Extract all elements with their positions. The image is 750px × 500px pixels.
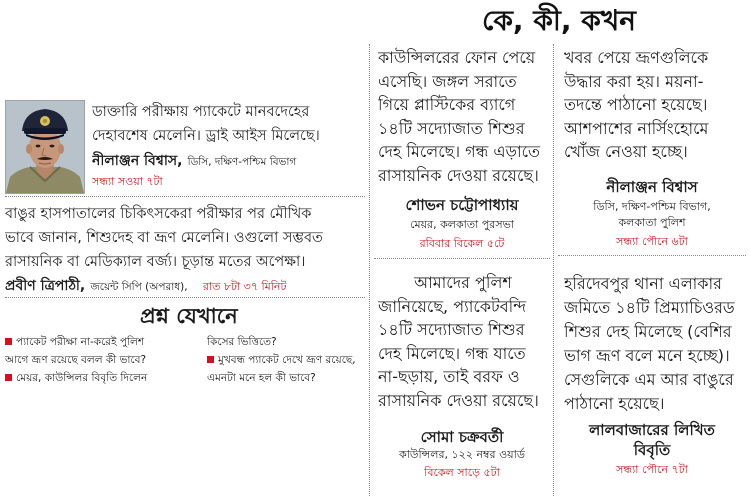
- speaker-designation: ডিসি, দক্ষিণ-পশ্চিম বিভাগ,: [593, 200, 711, 213]
- statement-line: ভাবে জানান, শিশুদেহ বা ভ্রূণ মেলেনি। ওগুলো সম্ভবত: [5, 230, 323, 246]
- statement-2-attribution: [5, 274, 367, 298]
- quote-line: রাসায়নিক দেওয়া রয়েছে।: [378, 390, 539, 410]
- statement-2-text: [5, 202, 367, 274]
- speaker-name: নীলাঞ্জন বিশ্বাস: [606, 178, 698, 196]
- bullet-icon: [5, 374, 12, 381]
- quote-line: জমিতে ১৪টি প্রিম্যাচিওরড: [564, 298, 735, 317]
- quote-line: আশপাশের নার্সিংহোমে: [564, 118, 709, 138]
- quote-line: ১৪টি সদ্যোজাত শিশুর: [378, 118, 525, 138]
- mayor-quote: [378, 46, 548, 187]
- question-text-continued: কিসের ভিত্তিতে?: [207, 336, 277, 348]
- quote-line: সেগুলিকে এম আর বাঙুরে: [564, 370, 734, 389]
- speaker-designation: মেয়র, কলকাতা পুরসভা: [410, 218, 514, 231]
- speaker-designation: কলকাতা পুলিশ: [618, 216, 686, 229]
- quote-line: দেহ মিলেছে। গন্ধ যাতে: [378, 343, 526, 363]
- quote-line: হরিদেবপুর থানা এলাকার: [564, 274, 722, 293]
- statement-line: ডাক্তারি পরীক্ষায় প্যাকেটে মানবদেহের: [92, 104, 310, 120]
- statement-1-attribution: [92, 149, 365, 173]
- quote-line: ভাগ ভ্রূণ বলে মনে হচ্ছে)।: [564, 346, 730, 365]
- question-text-continued: এমনটা মনে হল কী ভাবে?: [207, 372, 316, 384]
- question-item: [207, 351, 367, 369]
- quote-line: তদন্তে পাঠানো হয়েছে।: [564, 95, 708, 114]
- questions-list-right: [207, 333, 367, 387]
- speaker-name: নীলাঞ্জন বিশ্বাস,: [92, 153, 183, 169]
- bullet-icon: [5, 338, 12, 345]
- police-officer-icon: [6, 101, 84, 193]
- speaker-designation: ডিসি, দক্ষিণ-পশ্চিম বিভাগ: [187, 156, 297, 168]
- column-divider-left: [369, 44, 370, 496]
- statement-time: রবিবার বিকেল ৫টে: [419, 237, 505, 250]
- officer-photo: [5, 100, 85, 194]
- quote-line: এসেছি। জঙ্গল সরাতে: [378, 71, 517, 91]
- speaker-designation: জয়েন্ট সিপি (অপরাধ),: [90, 281, 188, 293]
- quote-line: জানিয়েছে, প্যাকেটবন্দি: [378, 296, 527, 316]
- question-text: মেয়র, কাউন্সিলর বিবৃতি দিলেন: [16, 372, 148, 384]
- quote-line: না-ছড়ায়, তাই বরফ ও: [378, 367, 520, 386]
- statement-time: সন্ধ্যা পৌনে ৬টা: [616, 235, 688, 248]
- question-item: [5, 333, 205, 351]
- question-text: প্যাকেট পরীক্ষা না-করেই পুলিশ: [16, 336, 145, 348]
- statement-time: সন্ধ্যা পৌনে ৭টা: [616, 463, 688, 476]
- statement-line: বাঙুর হাসপাতালের চিকিৎসকেরা পরীক্ষার পর মৌখিক: [5, 206, 312, 222]
- quote-line: কাউন্সিলরের ফোন পেয়ে: [378, 48, 536, 67]
- statement-1-text: [92, 100, 365, 148]
- police-dc-quote: [564, 46, 744, 164]
- speaker-name: সোমা চক্রবর্তী: [420, 428, 504, 446]
- quote-line: উদ্ধার করা হয়। ময়না-: [564, 71, 704, 91]
- quote-line: ১৪টি সদ্যোজাত শিশুর: [378, 320, 525, 339]
- lalbazar-statement: [564, 272, 744, 416]
- column-divider-right: [553, 44, 554, 496]
- quote-line: খোঁজ নেওয়া হচ্ছে।: [564, 142, 688, 161]
- question-text-continued: আগে ভ্রূণ রয়েছে বলল কী ভাবে?: [5, 354, 147, 366]
- statement-line: রাসায়নিক বা মেডিক্যাল বর্জ্য। চূড়ান্ত মতের অপেক্ষা।: [5, 254, 306, 270]
- councillor-quote: [378, 271, 548, 412]
- statement-time: বিকেল সাড়ে ৫টা: [424, 466, 500, 479]
- source-name: বিবৃতি: [633, 441, 671, 459]
- speaker-name: প্রবীণ ত্রিপাঠী,: [5, 278, 86, 294]
- statement-time: রাত ৮টা ৩৭ মিনিট: [202, 280, 287, 293]
- questions-list-left: [5, 333, 205, 387]
- questions-heading: প্রশ্ন যেখানে: [140, 304, 238, 328]
- section-divider: [374, 258, 550, 259]
- statement-time: সন্ধ্যা সওয়া ৭টা: [92, 175, 163, 188]
- statement-line: দেহাবশেষ মেলেনি। ড্রাই আইস মিলেছে।: [92, 128, 320, 144]
- section-divider: [5, 196, 365, 197]
- quote-line: দেহ মিলেছে। গন্ধ এড়াতে: [378, 142, 541, 161]
- quote-line: খবর পেয়ে ভ্রূণগুলিকে: [564, 48, 709, 67]
- quote-line: রাসায়নিক দেওয়া রয়েছে।: [378, 165, 539, 185]
- source-name: লালবাজারের লিখিত: [589, 421, 715, 439]
- speaker-name: শোভন চট্টোপাধ্যায়: [405, 196, 519, 214]
- page-title: কে, কী, কখন: [481, 4, 636, 37]
- quote-line: পাঠানো হয়েছে।: [564, 394, 665, 413]
- quote-line: গিয়ে প্লাস্টিকের ব্যাগে: [378, 95, 516, 114]
- section-divider: [558, 255, 746, 256]
- question-item: [5, 369, 205, 387]
- section-divider: [5, 297, 365, 298]
- quote-line: আমাদের পুলিশ: [414, 273, 512, 292]
- speaker-designation: কাউন্সিলর, ১২২ নম্বর ওয়ার্ড: [399, 448, 525, 461]
- question-text: মুখবন্ধ প্যাকেট দেখে ভ্রূণ রয়েছে,: [218, 354, 356, 366]
- bullet-icon: [207, 356, 214, 363]
- quote-line: শিশুর দেহ মিলেছে (বেশির: [564, 322, 732, 341]
